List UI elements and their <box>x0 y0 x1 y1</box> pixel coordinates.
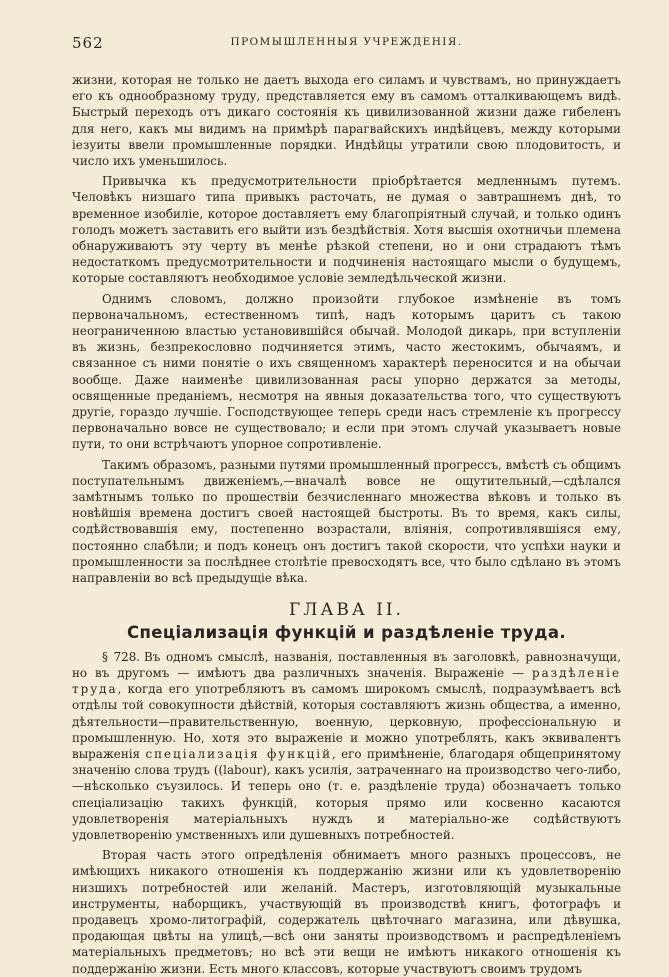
chapter-heading: ГЛАВА II. <box>289 600 404 621</box>
section-paragraph <box>72 649 621 843</box>
section-text: Въ одномъ смыслѣ, названія, поставленныя въ заголовкѣ, равнозначущи, но въ другомъ — имѣютъ два различныхъ значенія. Выраженіе — <box>72 649 621 680</box>
term-division-of-labour: раздѣленіе труда <box>72 665 621 697</box>
term-specialization: спеціализація функцій <box>145 746 332 761</box>
paragraph: Такимъ образомъ, разными путями промышленный прогрессъ, вмѣстѣ съ общимъ поступательнымъ движеніемъ,—вначалѣ вовсе не ощутительный,—сдѣлался замѣтнымъ только по прошествіи безчисленнаго множества вѣковъ и только въ новѣйшія времена достигъ своей настоящей быстроты. Въ то время, какъ силы, содѣйствовавшія ему, постепенно возрастали, вліянія, сопротивлявшіяся ему, постоянно слабѣли; и подъ конецъ онъ достигъ такой скорости, что успѣхи науки и промышленности за послѣднее столѣтіе превосходятъ все, что было сдѣлано въ этомъ направленіи во всѣ предыдущіе вѣка. <box>72 457 621 586</box>
paragraph: Однимъ словомъ, должно произойти глубокое измѣненіе въ томъ первоначальномъ, естественномъ типѣ, надъ которымъ царитъ съ такою неограниченною властью установившійся обычай. Молодой дикарь, при вступленіи въ жизнь, безпрекословно подчиняется этимъ, часто жестокимъ, обычаямъ, и связанное съ ними понятіе о ихъ священномъ характерѣ переносится и на обычаи вообще. Даже наименѣе цивилизованная расы упорно держатся за методы, освященные преданіемъ, несмотря на явныя доказательства того, что существуютъ другіе, гораздо лучшіе. Господствующее теперь среди насъ стремленіе къ прогрессу первоначально вовсе не существовало; и если при этомъ случай указываетъ новые пути, то они встрѣчаютъ упорное сопротивленіе. <box>72 291 621 452</box>
section-text: , его примѣненіе, благодаря общепринятому значенію слова трудъ ((labour), какъ усилія, затраченнаго на производство чего-либо,—нѣсколько съузилось. И теперь оно (т. е. раздѣленіе труда) обозначаетъ только спеціализацію такихъ функцій, которыя прямо или косвенно касаются удовлетворенія матеріальныхъ нуждъ и матеріально-же содѣйствуютъ удовлетворенію умственныхъ или душевныхъ потребностей. <box>72 746 621 842</box>
running-header <box>72 30 621 56</box>
paragraph-continued: жизни, которая не только не даетъ выхода его силамъ и чувствамъ, но принуждаетъ его къ однообразному труду, представляется ему въ самомъ отталкивающемъ видѣ. Быстрый переходъ отъ дикаго состоянія къ цивилизованной жизни даже гибеленъ для него, какъ мы видимъ на примѣрѣ парагвайскихъ индѣйцевъ, между которыми іезуиты ввели промышленные порядки. Индѣйцы утратили свою плодовитость, и число ихъ уменьшилось. <box>72 73 621 169</box>
page-number: 562 <box>72 34 104 52</box>
chapter-subtitle: Спеціализація функцій и раздѣленіе труда. <box>126 622 567 642</box>
section-text: , когда его употребляютъ въ самомъ широкомъ смыслѣ, подразумѣваетъ всѣ отдѣлы той совокупности дѣйствій, которыя составляютъ жизнь общества, а именно, дѣятельности—правительственную, военную, церковную, профессіональную и промышленную. Но, хотя это выраженіе и можно употреблять, какъ эквивалентъ выраженія <box>72 682 621 761</box>
body-text <box>72 72 621 977</box>
paragraph: Привычка къ предусмотрительности пріобрѣтается медленнымъ путемъ. Человѣкъ низшаго типа привыкъ расточать, не думая о завтрашнемъ днѣ, то временное изобиліе, которое доставляетъ ему благопріятный случай, и только одинъ голодъ можетъ заставить его выйти изъ бездѣйствія. Хотя высшія охотничьи племена обнаруживаютъ эту черту въ менѣе рѣзкой степени, но и они страдаютъ тѣмъ недостаткомъ предусмотрительности и подчиненія настоящаго мысли о будущемъ, которые составляютъ необходимое условіе земледѣльческой жизни. <box>72 174 621 286</box>
paragraph: Вторая часть этого опредѣленія обнимаетъ много разныхъ процессовъ, не имѣющихъ никакого отношенія къ поддержанію жизни или къ удовлетворенію низшихъ потребностей или желаній. Мастеръ, изготовляющій музыкальные инструменты, наборщикъ, участвующій въ производствѣ книгъ, фотографъ и продавецъ хромо-литографій, содержатель цвѣточнаго магазина, или дѣвушка, продающая цвѣты на улицѣ,—всѣ они заняты производствомъ и распредѣленіемъ матеріальныхъ предметовъ; но всѣ эти вещи не имѣютъ никакого отношенія къ поддержанію жизни. Есть много классовъ, которые участвуютъ своимъ трудомъ <box>72 848 621 976</box>
section-number: § 728. <box>102 649 141 664</box>
running-title: ПРОМЫШЛЕННЫЯ УЧРЕЖДЕНІЯ. <box>230 36 463 48</box>
